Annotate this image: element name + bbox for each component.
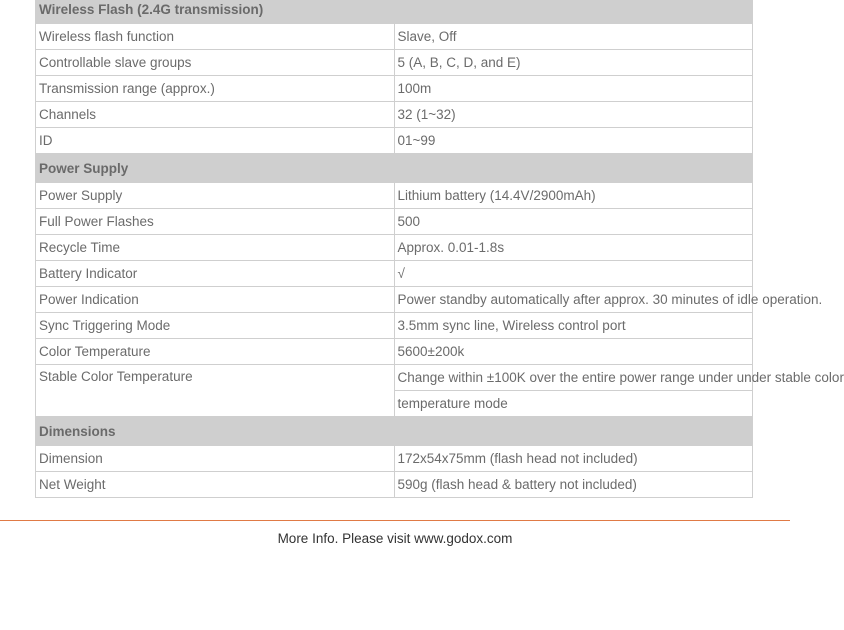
- table-row: [36, 24, 753, 50]
- row-value: 3.5mm sync line, Wireless control port: [394, 313, 753, 339]
- table-row: [36, 209, 753, 235]
- table-row: [36, 102, 753, 128]
- section-title: Dimensions: [36, 417, 753, 446]
- table-row: [36, 339, 753, 365]
- table-row: [36, 287, 753, 313]
- table-row: [36, 235, 753, 261]
- row-label: Controllable slave groups: [36, 50, 395, 76]
- section-title: Wireless Flash (2.4G transmission): [36, 0, 753, 24]
- row-value: Approx. 0.01-1.8s: [394, 235, 753, 261]
- table-row: [36, 183, 753, 209]
- row-value: 500: [394, 209, 753, 235]
- row-value: 590g (flash head & battery not included): [394, 472, 753, 498]
- row-label: Dimension: [36, 446, 395, 472]
- spec-table: [35, 0, 844, 498]
- row-value: 32 (1~32): [394, 102, 753, 128]
- row-label: Transmission range (approx.): [36, 76, 395, 102]
- row-value: 5600±200k: [394, 339, 753, 365]
- section-header-wireless-flash: [36, 0, 753, 24]
- row-value: √: [394, 261, 753, 287]
- table-row: [36, 76, 753, 102]
- row-label: Battery Indicator: [36, 261, 395, 287]
- row-label: Power Indication: [36, 287, 395, 313]
- table-row: [36, 128, 753, 154]
- row-label: Wireless flash function: [36, 24, 395, 50]
- row-value: Power standby automatically after approx. 30 minutes of idle operation.: [394, 287, 753, 313]
- row-value: Change within ±100K over the entire power range under under stable color: [394, 365, 753, 391]
- row-label: Stable Color Temperature: [36, 365, 395, 417]
- row-label: Color Temperature: [36, 339, 395, 365]
- row-value: 172x54x75mm (flash head not included): [394, 446, 753, 472]
- row-label: Full Power Flashes: [36, 209, 395, 235]
- row-value: 100m: [394, 76, 753, 102]
- row-label: Channels: [36, 102, 395, 128]
- footer-text: More Info. Please visit www.godox.com: [277, 531, 513, 546]
- row-value: 01~99: [394, 128, 753, 154]
- row-value: 5 (A, B, C, D, and E): [394, 50, 753, 76]
- footer-divider: [0, 520, 790, 521]
- row-value: Lithium battery (14.4V/2900mAh): [394, 183, 753, 209]
- table-row: [36, 365, 753, 391]
- row-label: Recycle Time: [36, 235, 395, 261]
- row-label: Sync Triggering Mode: [36, 313, 395, 339]
- table-row: [36, 446, 753, 472]
- table-row: [36, 313, 753, 339]
- table-row: [36, 472, 753, 498]
- section-header-power-supply: [36, 154, 753, 183]
- table-row: [36, 261, 753, 287]
- row-value-continued: temperature mode: [394, 391, 753, 417]
- table-row: [36, 50, 753, 76]
- row-label: ID: [36, 128, 395, 154]
- section-header-dimensions: [36, 417, 753, 446]
- row-label: Net Weight: [36, 472, 395, 498]
- row-value: Slave, Off: [394, 24, 753, 50]
- section-title: Power Supply: [36, 154, 753, 183]
- row-label: Power Supply: [36, 183, 395, 209]
